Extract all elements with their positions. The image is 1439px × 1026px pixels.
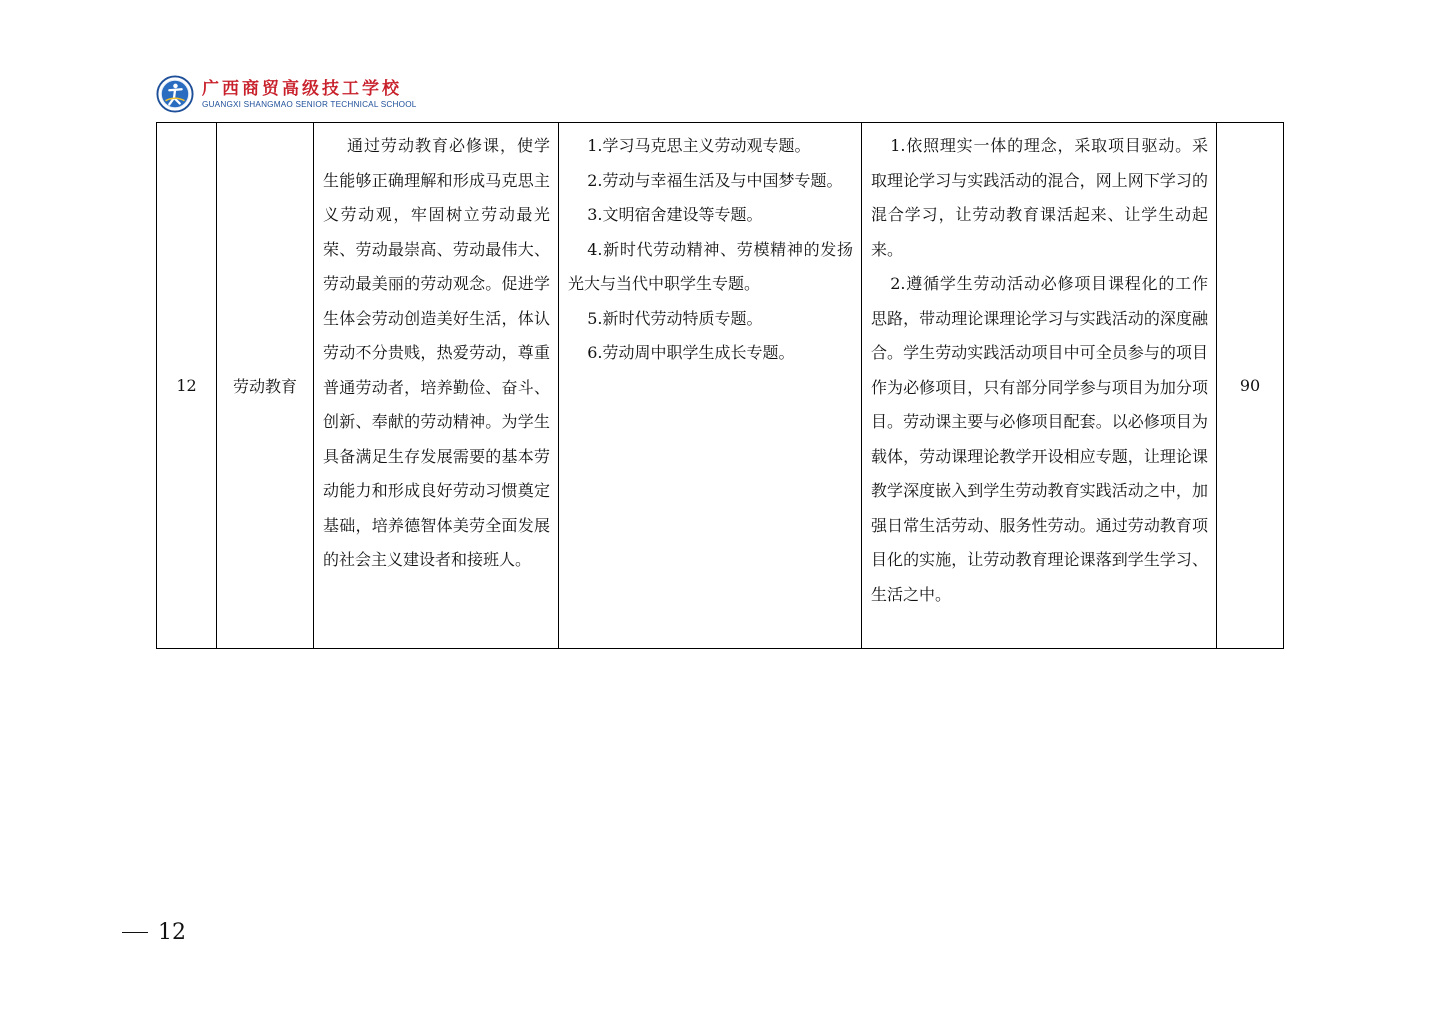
school-name-en: GUANGXI SHANGMAO SENIOR TECHNICAL SCHOOL: [202, 99, 417, 109]
page-number: 12: [158, 920, 186, 945]
footer-dash: [122, 932, 148, 934]
teaching-requirements-cell: [862, 123, 1217, 649]
content-item: 1.学习马克思主义劳动观专题。: [587, 136, 811, 155]
course-number: 12: [157, 123, 217, 649]
content-item: 4.新时代劳动精神、劳模精神的发扬光大与当代中职学生专题。: [568, 239, 853, 293]
course-objective-cell: [314, 123, 559, 649]
course-content-cell: [559, 123, 862, 649]
course-hours: 90: [1217, 123, 1284, 649]
course-name: 劳动教育: [217, 123, 314, 649]
requirement-item: 1.依照理实一体的理念，采取项目驱动。采取理论学习与实践活动的混合，网上网下学习的混合学习，让劳动教育课活起来、让学生动起来。: [871, 136, 1208, 259]
school-header: [156, 72, 417, 116]
requirement-item: 2.遵循学生劳动活动必修项目课程化的工作思路，带动理论课理论学习与实践活动的深度融合。学生劳动实践活动项目中可全员参与的项目作为必修项目，只有部分同学参与项目为加分项目。劳动课主要与必修项目配套。以必修项目为载体，劳动课理论教学开设相应专题，让理论课教学深度嵌入到学生劳动教育实践活动之中，加强日常生活劳动、服务性劳动。通过劳动教育项目化的实施，让劳动教育理论课落到学生学习、生活之中。: [871, 274, 1208, 604]
content-item: 5.新时代劳动特质专题。: [587, 308, 763, 328]
page-footer: [122, 920, 186, 945]
table-row: [157, 123, 1284, 649]
course-table: [156, 122, 1284, 649]
school-name-cn: 广西商贸高级技工学校: [202, 78, 402, 99]
content-item: 2.劳动与幸福生活及与中国梦专题。: [587, 170, 843, 190]
course-objective: 通过劳动教育必修课，使学生能够正确理解和形成马克思主义劳动观，牢固树立劳动最光荣、劳动最崇高、劳动最伟大、劳动最美丽的劳动观念。促进学生体会劳动创造美好生活，体认劳动不分贵贱，热爱劳动，尊重普通劳动者，培养勤俭、奋斗、创新、奉献的劳动精神。为学生具备满足生存发展需要的基本劳动能力和形成良好劳动习惯奠定基础，培养德智体美劳全面发展的社会主义建设者和接班人。: [323, 136, 550, 569]
school-emblem-icon: [156, 75, 194, 113]
content-item: 3.文明宿舍建设等专题。: [587, 205, 763, 224]
content-item: 6.劳动周中职学生成长专题。: [587, 343, 795, 362]
